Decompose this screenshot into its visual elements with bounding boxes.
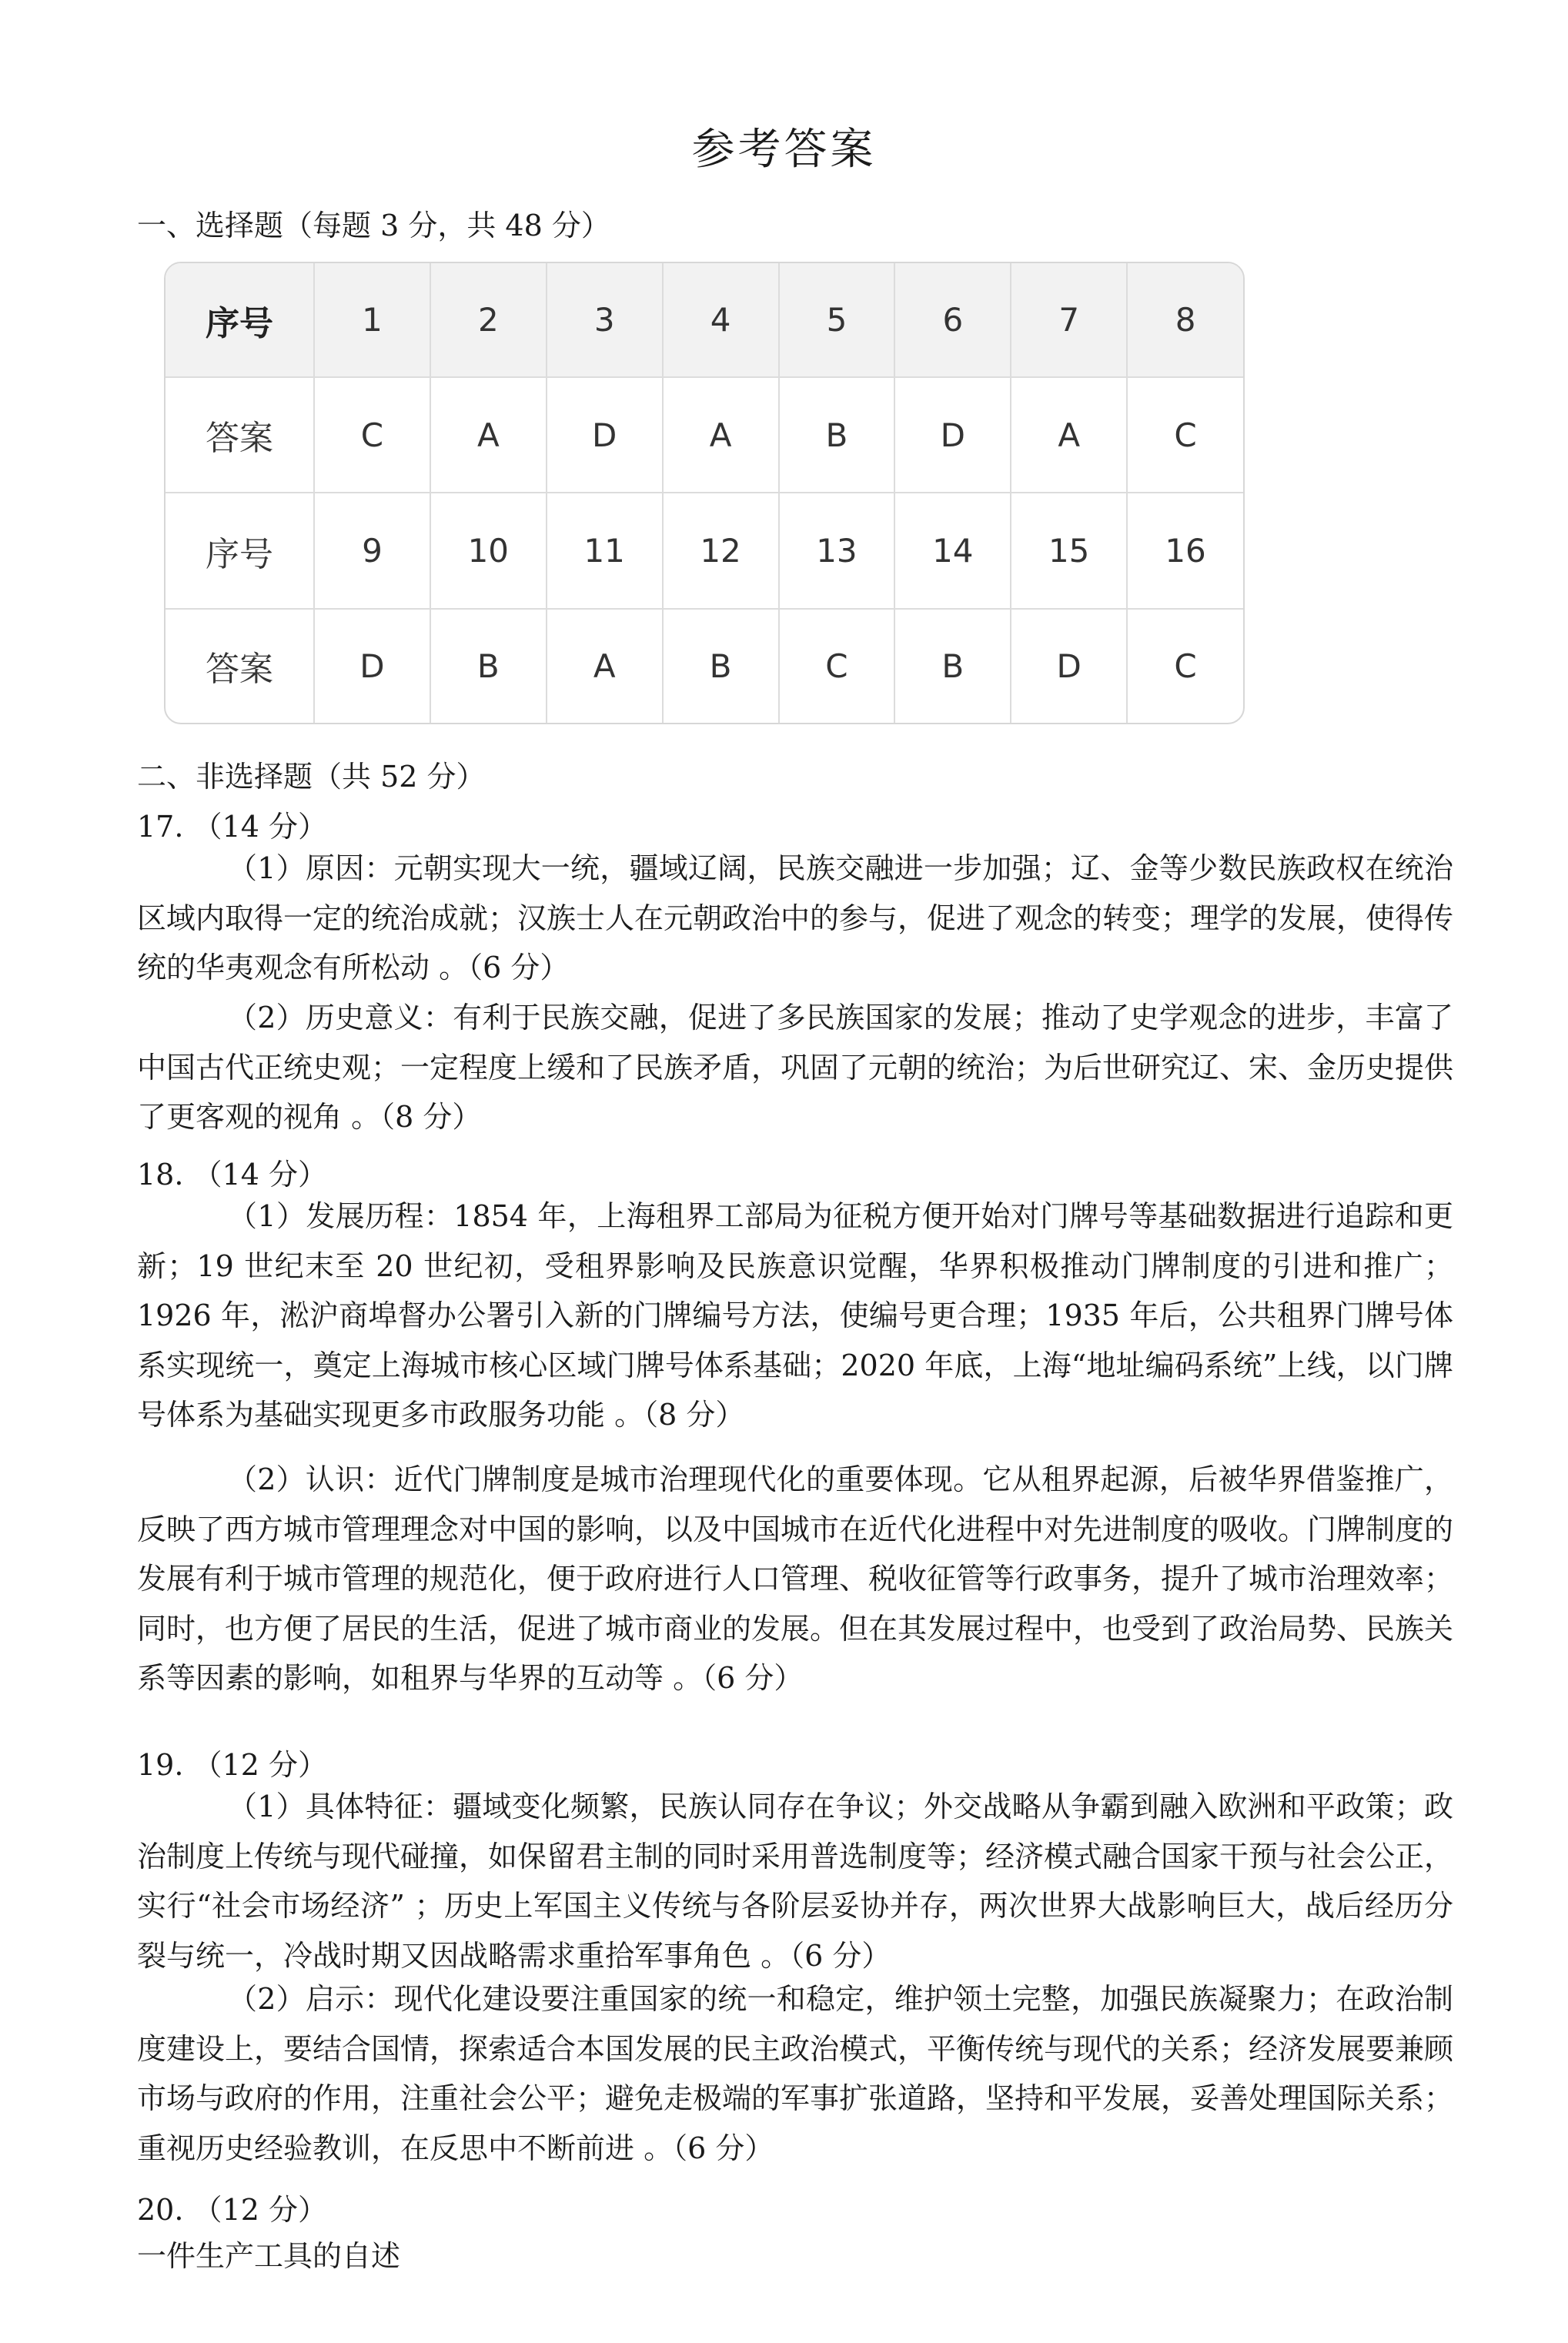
table-cell-number: 1 — [314, 263, 430, 377]
question-19-part-1: （1）具体特征：疆域变化频繁，民族认同存在争议；外交战略从争霸到融入欧洲和平政策；政治制度上传统与现代碰撞，如保留君主制的同时采用普选制度等；经济模式融合国家干预与社会公正，实行“社会市场经济” ；历史上军国主义传统与各阶层妥协并存，两次世界大战影响巨大，战后经历分裂与统一，冷战时期又因战略需求重拾军事角色 。（6 分） — [137, 1790, 1454, 1973]
row-label-number: 序号 — [165, 493, 314, 608]
table-cell-answer: C — [314, 377, 430, 493]
question-18-part-2: （2）认识：近代门牌制度是城市治理现代化的重要体现。它从租界起源，后被华界借鉴推广，反映了西方城市管理理念对中国的影响，以及中国城市在近代化进程中对先进制度的吸收。门牌制度的发展有利于城市管理的规范化，便于政府进行人口管理、税收征管等行政事务，提升了城市治理效率；同时，也方便了居民的生活，促进了城市商业的发展。但在其发展过程中，也受到了政治局势、民族关系等因素的影响，如租界与华界的互动等 。（6 分） — [137, 1462, 1454, 1695]
table-cell-number: 2 — [430, 263, 547, 377]
row-label-answer: 答案 — [165, 609, 314, 723]
table-cell-answer: B — [430, 609, 547, 723]
section-1-heading: 一、选择题（每题 3 分，共 48 分） — [137, 209, 610, 242]
table-cell-number: 16 — [1127, 493, 1243, 608]
table-cell-answer: D — [547, 377, 663, 493]
table-cell-answer: D — [314, 609, 430, 723]
table-cell-answer: A — [547, 609, 663, 723]
table-cell-number: 6 — [894, 263, 1011, 377]
question-18-part-1: （1）发展历程：1854 年，上海租界工部局为征税方便开始对门牌号等基础数据进行追踪和更新；19 世纪末至 20 世纪初，受租界影响及民族意识觉醒，华界积极推动门牌制度的引进和推广；1926 年，淞沪商埠督办公署引入新的门牌编号方法，使编号更合理；1935 年后，公共租界门牌号体系实现统一，奠定上海城市核心区域门牌号体系基础；2020 年底，上海“地址编码系统”上线，以门牌号体系为基础实现更多市政服务功能 。（8 分） — [137, 1199, 1453, 1432]
question-17-part-1: （1）原因：元朝实现大一统，疆域辽阔，民族交融进一步加强；辽、金等少数民族政权在统治区域内取得一定的统治成就；汉族士人在元朝政治中的参与，促进了观念的转变；理学的发展，使得传统的华夷观念有所松动 。（6 分） — [137, 851, 1454, 984]
table-cell-answer: C — [1127, 377, 1243, 493]
table-cell-number: 9 — [314, 493, 430, 608]
question-17-part-2: （2）历史意义：有利于民族交融，促进了多民族国家的发展；推动了史学观念的进步，丰富了中国古代正统史观；一定程度上缓和了民族矛盾，巩固了元朝的统治；为后世研究辽、宋、金历史提供了更客观的视角 。（8 分） — [137, 1001, 1454, 1134]
table-cell-answer: A — [663, 377, 779, 493]
table-cell-answer: A — [1011, 377, 1127, 493]
table-cell-answer: D — [1011, 609, 1127, 723]
question-20-title-line: 一件生产工具的自述 — [137, 2239, 401, 2273]
table-cell-number: 11 — [547, 493, 663, 608]
table-cell-number: 5 — [779, 263, 895, 377]
table-cell-number: 8 — [1127, 263, 1243, 377]
table-cell-answer: A — [430, 377, 547, 493]
table-cell-number: 4 — [663, 263, 779, 377]
question-19-heading: 19. （12 分） — [137, 1748, 327, 1782]
table-cell-answer: B — [894, 609, 1011, 723]
table-row-numbers-2 — [165, 493, 1243, 608]
table-cell-answer: C — [1174, 647, 1197, 685]
question-17-heading: 17. （14 分） — [137, 810, 327, 844]
row-label-answer: 答案 — [165, 377, 314, 493]
table-cell-number: 10 — [430, 493, 547, 608]
table-cell-number: 15 — [1011, 493, 1127, 608]
page-title: 参考答案 — [691, 125, 877, 175]
table-row-answers-1 — [165, 377, 1243, 493]
table-cell-number: 12 — [663, 493, 779, 608]
table-cell-number: 13 — [779, 493, 895, 608]
table-cell-answer: B — [663, 609, 779, 723]
table-cell-number: 14 — [894, 493, 1011, 608]
question-19-part-2: （2）启示：现代化建设要注重国家的统一和稳定，维护领土完整，加强民族凝聚力；在政治制度建设上，要结合国情，探索适合本国发展的民主政治模式，平衡传统与现代的关系；经济发展要兼顾市场与政府的作用，注重社会公平；避免走极端的军事扩张道路，坚持和平发展，妥善处理国际关系；重视历史经验教训，在反思中不断前进 。（6 分） — [137, 1982, 1454, 2165]
answer-table — [164, 262, 1245, 724]
table-cell-answer: D — [894, 377, 1011, 493]
row-label-number: 序号 — [165, 263, 314, 377]
section-2-heading: 二、非选择题（共 52 分） — [137, 760, 486, 794]
table-cell-number: 7 — [1011, 263, 1127, 377]
table-cell-answer: B — [779, 377, 895, 493]
question-20-heading: 20. （12 分） — [137, 2193, 327, 2227]
question-18-heading: 18. （14 分） — [137, 1158, 327, 1192]
table-row-answers-2 — [165, 609, 1243, 723]
table-cell-answer: C — [779, 609, 895, 723]
table-cell-number: 3 — [547, 263, 663, 377]
table-row-numbers-1 — [165, 263, 1243, 377]
